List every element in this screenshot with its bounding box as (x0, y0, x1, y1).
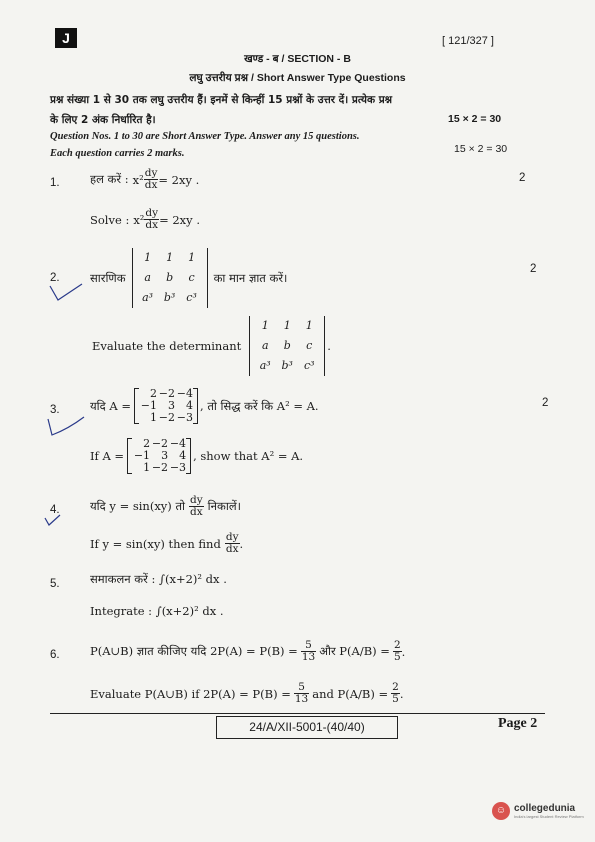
matrix-cell: 4 (179, 449, 187, 462)
matrix-row-3 (139, 412, 193, 424)
marks-english: 15 × 2 = 30 (454, 143, 508, 155)
denominator: 13 (294, 693, 309, 705)
matrix-cell: −2 (151, 437, 169, 450)
period: . (327, 339, 331, 353)
instruction-english-line1: Question Nos. 1 to 30 are Short Answer Type. Answer any 15 questions. (50, 131, 360, 142)
dy-dx-fraction (225, 532, 240, 555)
det-cell: b (166, 271, 174, 284)
det-cell: a (144, 271, 151, 284)
matrix-cell: −1 (133, 449, 151, 462)
denominator: 5 (392, 693, 399, 705)
det-cell: c³ (186, 291, 197, 304)
matrix-cell: −3 (176, 411, 194, 424)
det-cell: c³ (303, 359, 315, 372)
x-squared: x² (132, 172, 144, 187)
det-cell: a³ (142, 291, 154, 304)
matrix-cell: −2 (151, 461, 169, 474)
marks-hindi: 15 × 2 = 30 (448, 113, 502, 125)
dy-dx-fraction (144, 208, 159, 231)
question-3-marks: 2 (542, 397, 549, 409)
numerator: dy (225, 531, 239, 543)
matrix-cell: −2 (158, 387, 176, 400)
question-6-english-text: Evaluate P(A∪B) if 2P(A) = P(B) = (90, 686, 291, 701)
question-4-english (90, 532, 243, 555)
det-cell: 1 (166, 251, 174, 264)
det-cell: 1 (188, 251, 196, 264)
numerator: dy (145, 207, 159, 219)
period: . (239, 536, 244, 551)
question-2-hindi-suffix: का मान ज्ञात करें। (213, 270, 288, 285)
question-6-number: 6. (50, 649, 60, 661)
question-1-english (90, 208, 200, 231)
matrix-cell: −4 (176, 387, 194, 400)
matrix (134, 388, 198, 424)
matrix-cell: 1 (150, 411, 158, 424)
question-1-hindi-text: हल करें : (90, 172, 129, 186)
check-mark-icon (44, 415, 88, 439)
instruction-english-line2: Each question carries 2 marks. (50, 148, 185, 159)
question-4-hindi (90, 495, 241, 518)
matrix-cell: −1 (140, 399, 158, 412)
det-row-2 (254, 336, 320, 356)
question-3-hindi (90, 388, 319, 424)
five-thirteenths-fraction (301, 640, 316, 663)
matrix-cell: 2 (150, 387, 158, 400)
det-cell: a³ (259, 359, 271, 372)
equation-rhs: = 2xy . (159, 212, 200, 227)
numerator: dy (144, 167, 158, 179)
question-2-english (92, 316, 331, 376)
determinant (132, 248, 208, 308)
denominator: 5 (393, 651, 401, 663)
numerator: 5 (294, 682, 309, 694)
det-cell: b³ (281, 359, 293, 372)
numerator: 2 (392, 681, 399, 693)
page-number: Page 2 (498, 716, 538, 731)
period: . (399, 686, 404, 701)
matrix-cell: 2 (143, 437, 151, 450)
period: . (401, 644, 406, 659)
denominator: dx (190, 506, 203, 518)
numerator: 5 (301, 640, 316, 652)
question-2-number: 2. (50, 272, 60, 284)
question-3-hindi-text: यदि A = (90, 398, 132, 413)
two-fifths-fraction (393, 640, 402, 663)
watermark-logo (492, 802, 584, 820)
question-6-english (90, 682, 404, 705)
question-1-hindi (90, 168, 199, 191)
paper-code: [ 121/327 ] (442, 35, 494, 47)
question-4-english-text: If y = sin(xy) then find (90, 536, 221, 551)
det-row-1 (254, 316, 320, 336)
instruction-hindi-line2: के लिए 2 अंक निर्धारित है। (50, 114, 156, 126)
det-row-1 (137, 248, 203, 268)
question-5-hindi: समाकलन करें : ∫(x+2)² dx . (90, 572, 227, 586)
footer-divider (50, 713, 545, 714)
matrix-cell: 3 (161, 449, 169, 462)
matrix-cell: 1 (143, 461, 151, 474)
question-3-number: 3. (50, 404, 60, 416)
det-cell: c (188, 271, 195, 284)
instruction-hindi-line1: प्रश्न संख्या 1 से 30 तक लघु उत्तरीय हैं। इनमें से किन्हीं 15 प्रश्नों के उत्तर दें। प्रत्येक प्रश्न (50, 94, 393, 106)
equation-rhs: = 2xy . (158, 172, 200, 187)
det-cell: 1 (261, 319, 269, 332)
matrix-cell: 3 (168, 399, 176, 412)
det-cell: c (306, 339, 313, 352)
question-3-english-suffix: , show that A² = A. (193, 449, 304, 463)
watermark-name: collegedunia (514, 802, 576, 814)
denominator: dx (144, 179, 158, 191)
question-2-english-text: Evaluate the determinant (92, 339, 242, 353)
det-cell: a (261, 339, 269, 352)
det-row-3 (254, 356, 320, 376)
matrix-row-3 (132, 462, 186, 474)
question-1-english-text: Solve : (90, 212, 130, 227)
denominator: dx (145, 219, 159, 231)
question-2-hindi-text: सारणिक (90, 270, 126, 285)
det-cell: 1 (144, 251, 152, 264)
question-5-english: Integrate : ∫(x+2)² dx . (90, 604, 224, 618)
det-cell: 1 (305, 319, 313, 332)
det-row-3 (137, 288, 203, 308)
question-6-hindi (90, 640, 405, 663)
question-3-english-text: If A = (90, 449, 125, 463)
numerator: dy (190, 494, 203, 506)
question-4-hindi-suffix: निकालें। (207, 499, 241, 513)
matrix-cell: −3 (169, 461, 187, 474)
two-fifths-fraction (391, 682, 400, 705)
question-6-hindi-mid: और P(A/B) = (319, 644, 390, 658)
five-thirteenths-fraction (294, 682, 309, 705)
matrix-cell: 4 (186, 399, 194, 412)
denominator: dx (225, 543, 239, 555)
watermark-text (514, 804, 584, 819)
denominator: 13 (301, 651, 316, 663)
matrix (127, 438, 191, 474)
det-cell: 1 (283, 319, 291, 332)
matrix-cell: −2 (158, 411, 176, 424)
watermark-tagline: India's largest Student Review Platform (514, 813, 584, 819)
dy-dx-fraction (144, 168, 159, 191)
question-3-english (90, 438, 303, 474)
collegedunia-logo-icon: ☺ (492, 802, 510, 820)
numerator: 2 (393, 639, 401, 651)
set-tag: J (55, 28, 77, 48)
question-1-number: 1. (50, 177, 60, 189)
question-2-hindi (90, 248, 287, 308)
question-1-marks: 2 (519, 172, 526, 184)
footer-code: 24/A/XII-5001-(40/40) (216, 716, 398, 739)
question-4-hindi-text: यदि y = sin(xy) तो (90, 499, 185, 513)
question-5-number: 5. (50, 578, 60, 590)
question-6-hindi-text: P(A∪B) ज्ञात कीजिए यदि 2P(A) = P(B) = (90, 644, 298, 658)
dy-dx-fraction (189, 495, 204, 518)
check-mark-icon (46, 280, 86, 304)
det-cell: b (283, 339, 291, 352)
determinant (249, 316, 325, 376)
det-row-2 (137, 268, 203, 288)
matrix-cell: −4 (169, 437, 187, 450)
question-2-marks: 2 (530, 263, 537, 275)
subsection-heading: लघु उत्तरीय प्रश्न / Short Answer Type Questions (189, 72, 406, 84)
question-4-number: 4. (50, 504, 60, 516)
check-mark-icon (42, 512, 64, 528)
question-3-hindi-suffix: , तो सिद्ध करें कि A² = A. (200, 398, 319, 413)
x-squared: x² (133, 212, 145, 227)
question-6-english-mid: and P(A/B) = (312, 686, 389, 701)
det-cell: b³ (163, 291, 176, 304)
section-heading: खण्ड - ब / SECTION - B (244, 53, 351, 65)
